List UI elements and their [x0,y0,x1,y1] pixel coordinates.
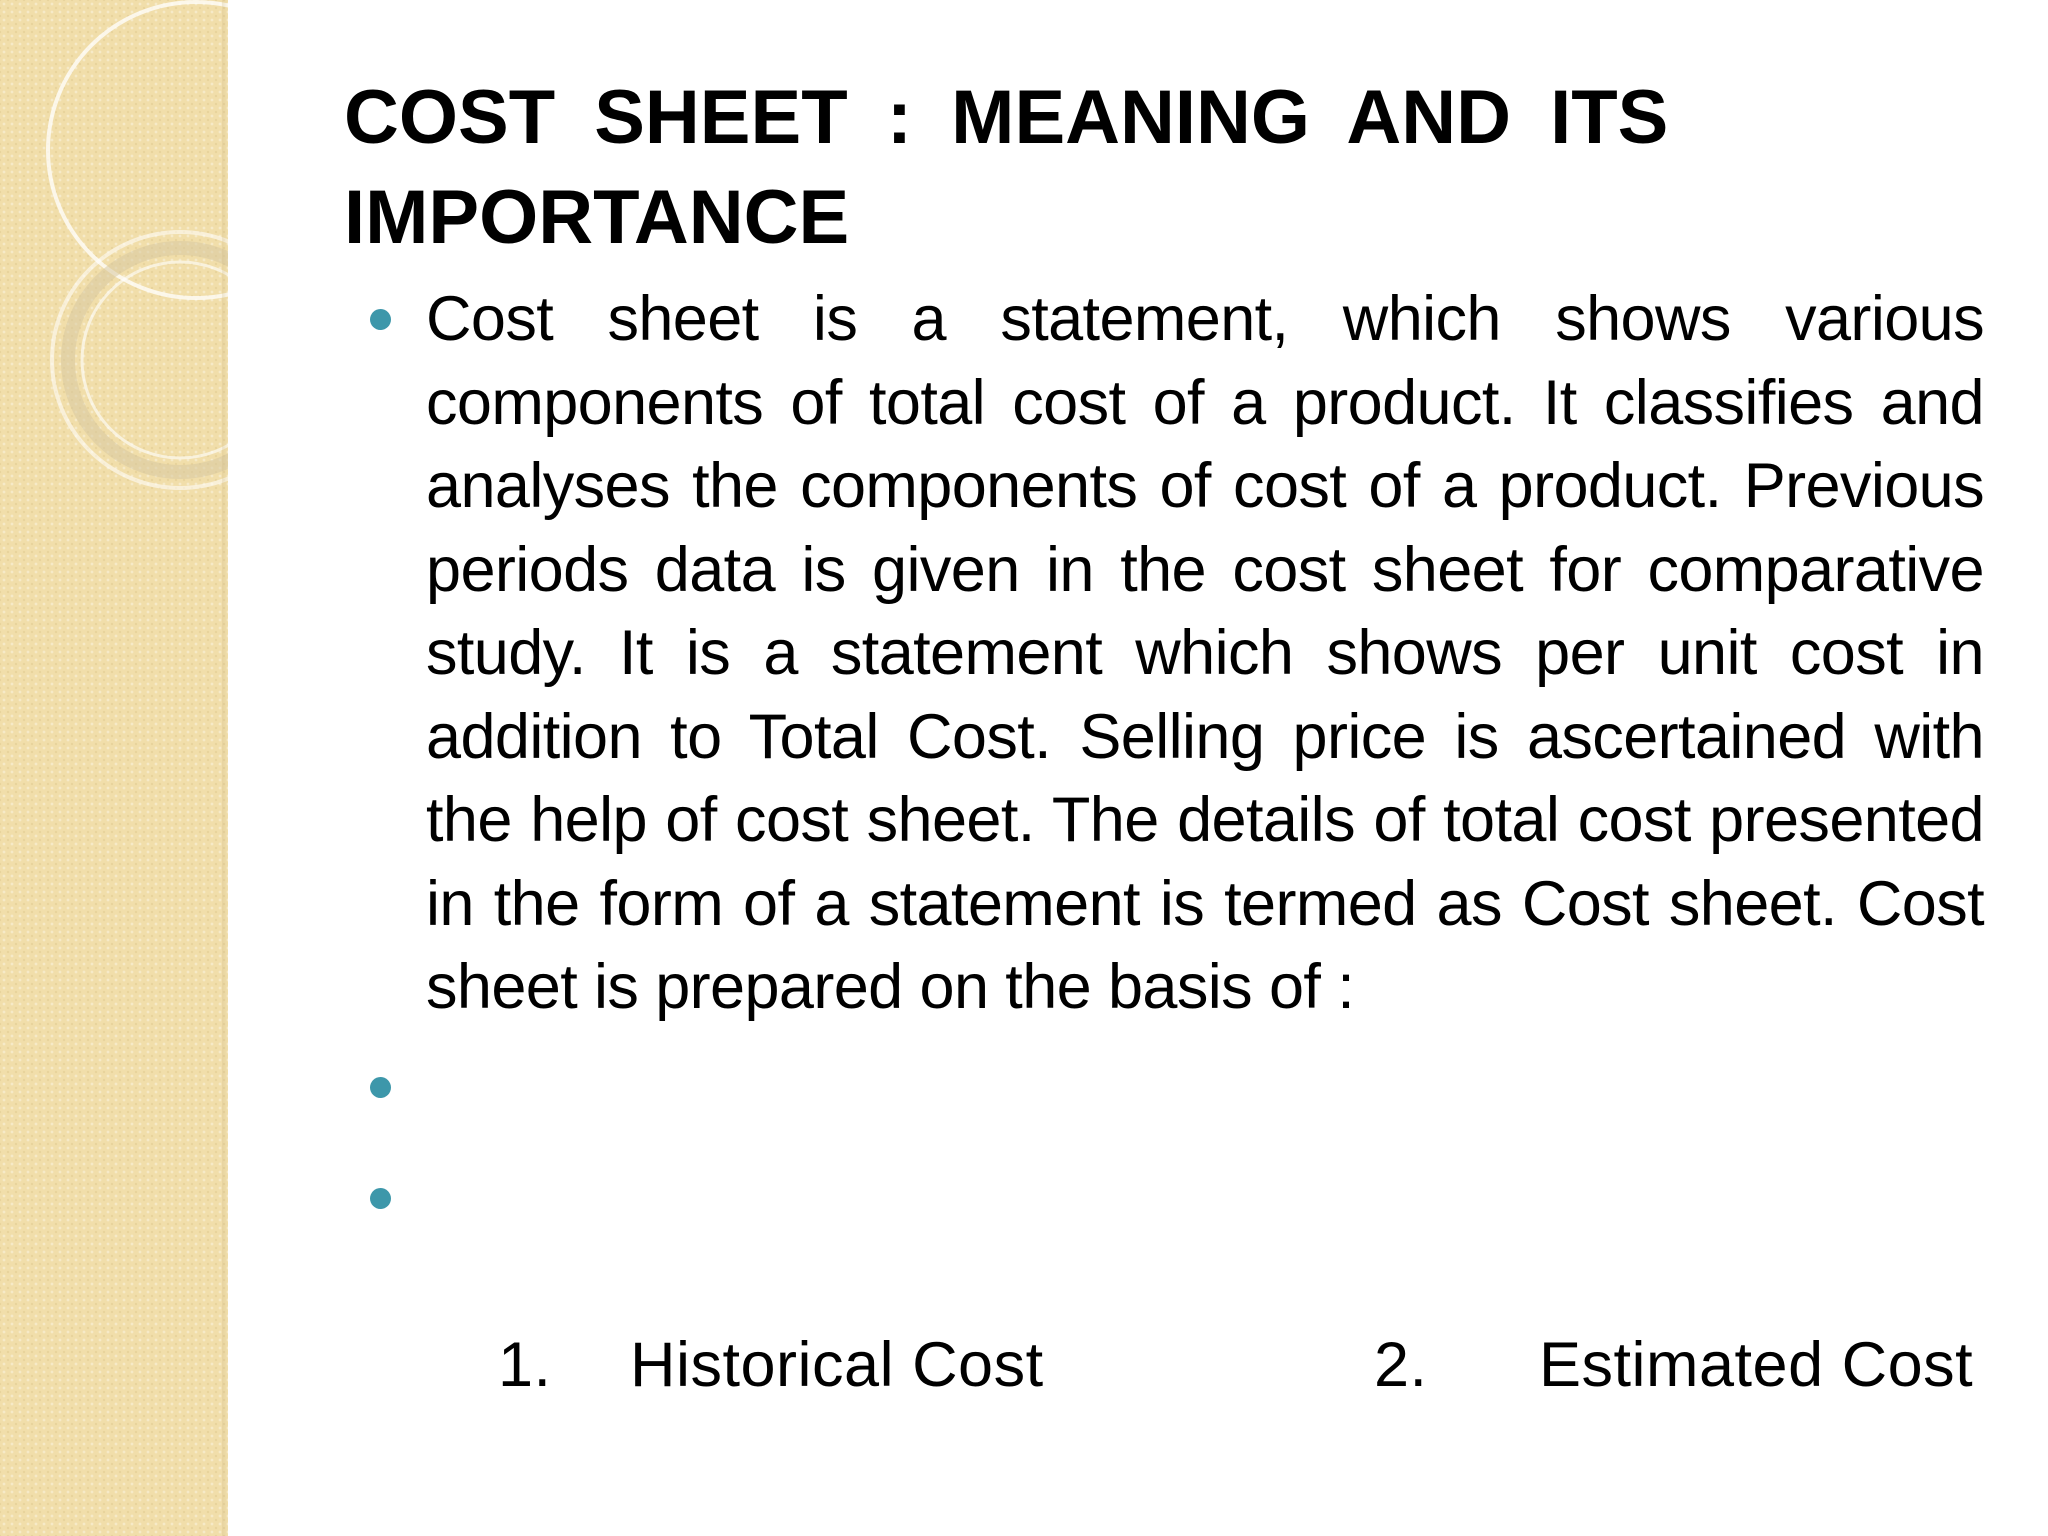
bullet-dot-icon [370,309,391,330]
decorative-sidebar [0,0,228,1536]
basis-number-2: 2. [1374,1330,1428,1400]
bullet-dot-icon [370,1077,391,1098]
list-item-empty [370,1046,1984,1130]
bullet-dot-icon [370,1188,391,1209]
list-item-cost-bases [370,1157,1984,1491]
decorative-rings [0,0,228,520]
slide-title: COST SHEET : MEANING AND ITS IMPORTANCE [344,75,1669,260]
basis-number-1: 1. [498,1330,552,1400]
basis-label-historical: Historical Cost [630,1330,1044,1400]
sidebar-edge [222,0,228,1536]
definition-paragraph: Cost sheet is a statement, which shows various components of total cost of a product. It classifies and analyses the components of cost of a product. Previous periods data is given in the cost sheet for comparative study. It is a statement which shows per unit cost in addition to Total Cost. Selling price is ascertained with the help of cost sheet. The details of total cost presented in the form of a statement is termed as Cost sheet. Cost sheet is prepared on the basis of : [426,284,1984,1022]
basis-label-estimated: Estimated Cost [1539,1330,1974,1400]
list-item-definition [370,278,1984,1030]
bullet-list [370,278,1984,1491]
